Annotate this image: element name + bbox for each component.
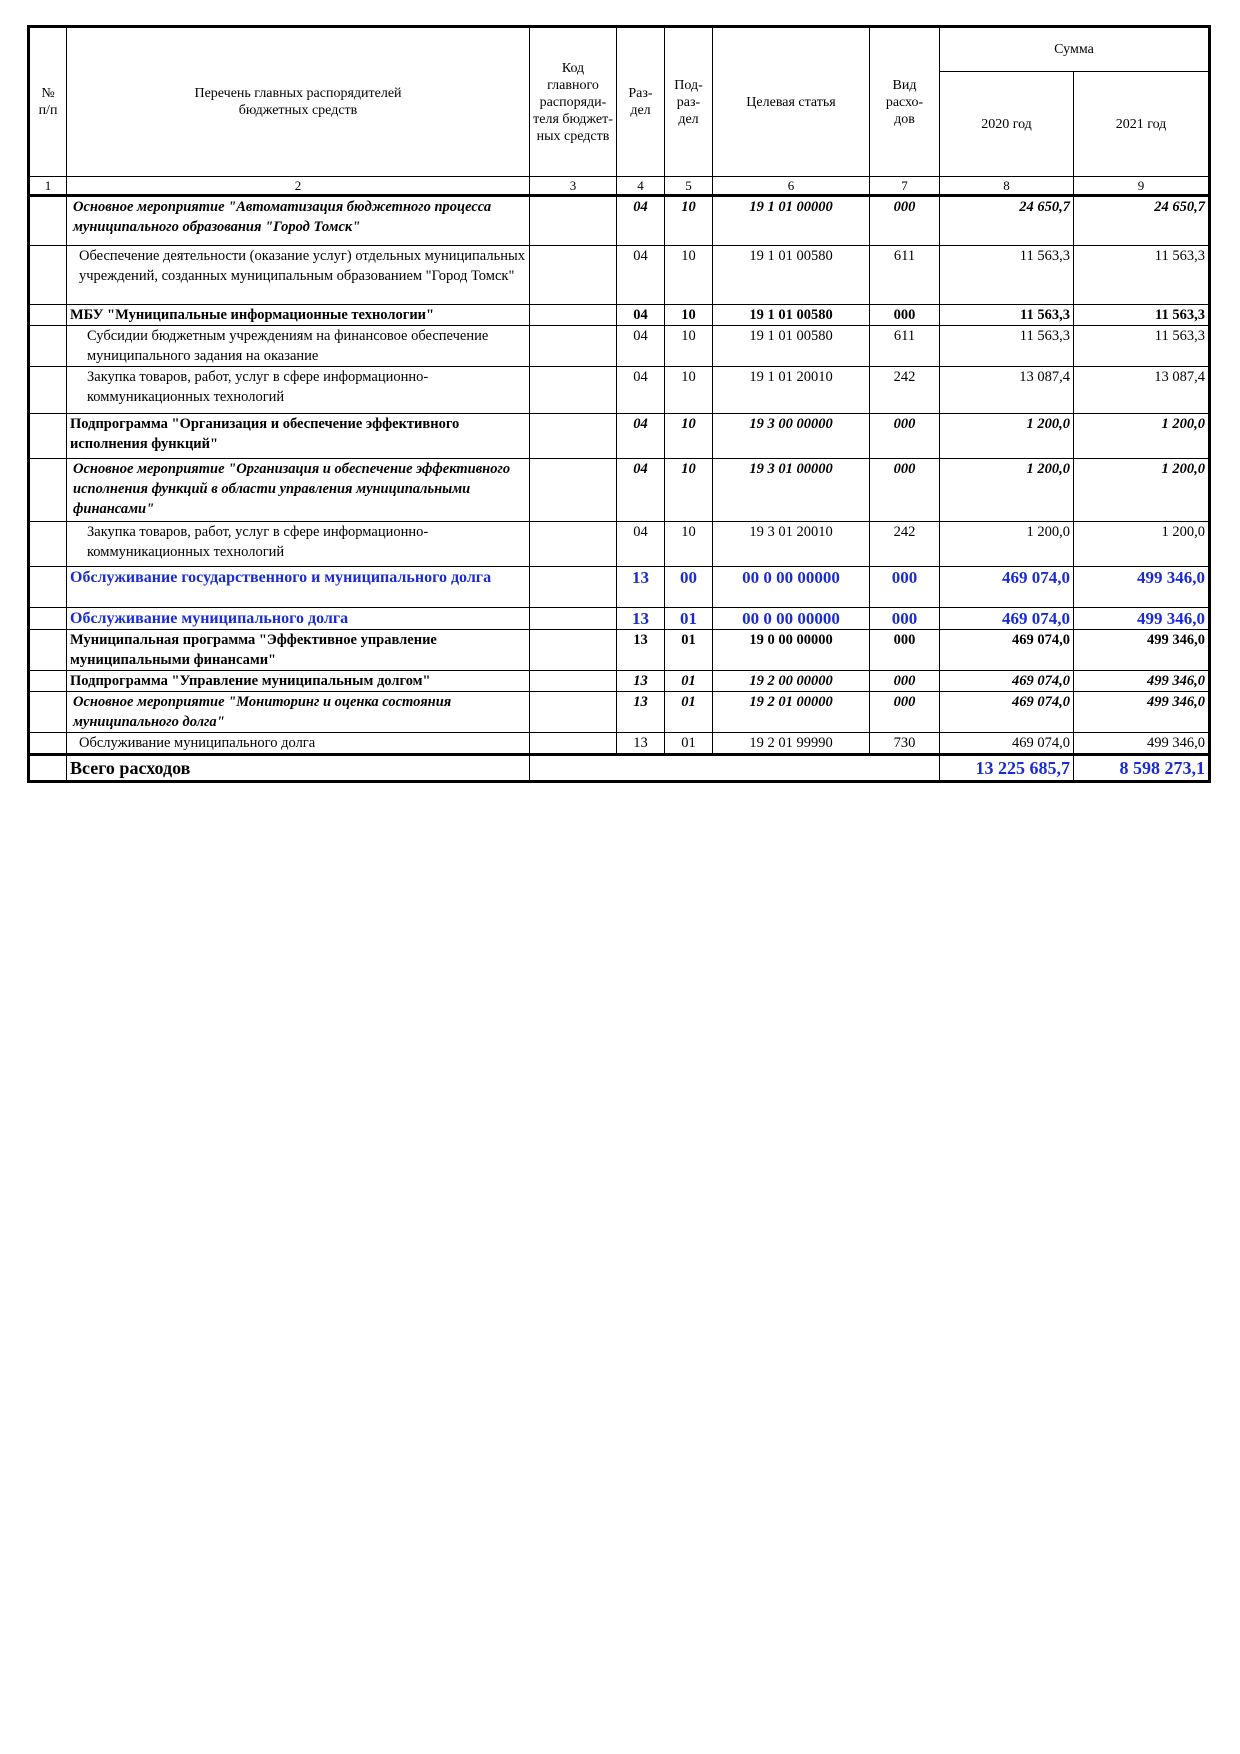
row-code <box>530 414 617 459</box>
row-2021: 499 346,0 <box>1074 671 1210 692</box>
row-num-cell <box>29 630 67 671</box>
header-code: Код главного распоряди- теля бюджет- ных средств <box>530 27 617 177</box>
table-row <box>29 733 1210 755</box>
row-target: 19 3 00 00000 <box>713 414 870 459</box>
header-num: № п/п <box>29 27 67 177</box>
table-row <box>29 246 1210 305</box>
total-2021: 8 598 273,1 <box>1074 755 1210 782</box>
row-2021: 11 563,3 <box>1074 246 1210 305</box>
row-section: 13 <box>617 671 665 692</box>
column-number: 1 <box>29 177 67 196</box>
row-2020: 11 563,3 <box>940 246 1074 305</box>
row-type: 000 <box>870 459 940 522</box>
table-row <box>29 459 1210 522</box>
row-target: 19 2 01 00000 <box>713 692 870 733</box>
row-target: 19 1 01 20010 <box>713 367 870 414</box>
row-name: Субсидии бюджетным учреждениям на финансовое обеспечение муниципального задания на оказание <box>67 326 530 367</box>
row-subsection: 10 <box>665 367 713 414</box>
row-subsection: 01 <box>665 733 713 755</box>
row-code <box>530 608 617 630</box>
row-code <box>530 326 617 367</box>
row-2021: 499 346,0 <box>1074 630 1210 671</box>
row-subsection: 10 <box>665 305 713 326</box>
column-number: 4 <box>617 177 665 196</box>
row-2020: 11 563,3 <box>940 326 1074 367</box>
row-num-cell <box>29 196 67 246</box>
total-row <box>29 755 1210 782</box>
table-row <box>29 608 1210 630</box>
row-type: 242 <box>870 367 940 414</box>
header-target: Целевая статья <box>713 27 870 177</box>
row-2020: 13 087,4 <box>940 367 1074 414</box>
column-number: 5 <box>665 177 713 196</box>
table-row <box>29 305 1210 326</box>
row-target: 19 3 01 00000 <box>713 459 870 522</box>
row-name: МБУ "Муниципальные информационные технологии" <box>67 305 530 326</box>
row-type: 611 <box>870 246 940 305</box>
table-row <box>29 326 1210 367</box>
row-code <box>530 671 617 692</box>
row-2020: 469 074,0 <box>940 671 1074 692</box>
row-section: 04 <box>617 326 665 367</box>
table-row <box>29 414 1210 459</box>
row-2021: 1 200,0 <box>1074 459 1210 522</box>
row-section: 04 <box>617 414 665 459</box>
row-type: 611 <box>870 326 940 367</box>
row-target: 00 0 00 00000 <box>713 567 870 608</box>
column-number: 9 <box>1074 177 1210 196</box>
row-type: 000 <box>870 414 940 459</box>
row-target: 19 1 01 00580 <box>713 246 870 305</box>
row-name: Муниципальная программа "Эффективное управление муниципальными финансами" <box>67 630 530 671</box>
row-type: 000 <box>870 567 940 608</box>
row-num-cell <box>29 608 67 630</box>
row-type: 730 <box>870 733 940 755</box>
row-num-cell <box>29 671 67 692</box>
row-section: 04 <box>617 459 665 522</box>
row-section: 13 <box>617 733 665 755</box>
header-expense-type: Вид расхо- дов <box>870 27 940 177</box>
header-sum: Сумма <box>940 27 1210 72</box>
row-type: 000 <box>870 630 940 671</box>
total-label: Всего расходов <box>67 755 530 782</box>
table-row <box>29 367 1210 414</box>
row-target: 19 2 00 00000 <box>713 671 870 692</box>
row-2021: 1 200,0 <box>1074 522 1210 567</box>
table-row <box>29 671 1210 692</box>
header-section: Раз- дел <box>617 27 665 177</box>
header-year-2021: 2021 год <box>1074 72 1210 177</box>
row-subsection: 10 <box>665 246 713 305</box>
row-code <box>530 567 617 608</box>
row-subsection: 10 <box>665 459 713 522</box>
row-subsection: 01 <box>665 630 713 671</box>
row-2021: 13 087,4 <box>1074 367 1210 414</box>
row-num-cell <box>29 414 67 459</box>
row-2021: 499 346,0 <box>1074 608 1210 630</box>
row-subsection: 10 <box>665 522 713 567</box>
row-2020: 469 074,0 <box>940 608 1074 630</box>
row-num-cell <box>29 692 67 733</box>
row-subsection: 10 <box>665 414 713 459</box>
column-number: 2 <box>67 177 530 196</box>
row-code <box>530 459 617 522</box>
row-section: 13 <box>617 567 665 608</box>
row-code <box>530 630 617 671</box>
row-target: 19 2 01 99990 <box>713 733 870 755</box>
row-name: Основное мероприятие "Организация и обеспечение эффективного исполнения функций в области управления муниципальными финансами" <box>67 459 530 522</box>
row-2020: 469 074,0 <box>940 630 1074 671</box>
column-number: 7 <box>870 177 940 196</box>
total-2020: 13 225 685,7 <box>940 755 1074 782</box>
table-row <box>29 692 1210 733</box>
row-num-cell <box>29 459 67 522</box>
header-subsection: Под- раз- дел <box>665 27 713 177</box>
total-num-cell <box>29 755 67 782</box>
row-subsection: 01 <box>665 608 713 630</box>
row-section: 04 <box>617 246 665 305</box>
row-2020: 11 563,3 <box>940 305 1074 326</box>
column-number-row <box>29 177 1210 196</box>
table-row <box>29 522 1210 567</box>
row-section: 04 <box>617 196 665 246</box>
row-section: 13 <box>617 630 665 671</box>
row-num-cell <box>29 733 67 755</box>
row-2021: 24 650,7 <box>1074 196 1210 246</box>
row-target: 19 1 01 00580 <box>713 326 870 367</box>
row-section: 13 <box>617 692 665 733</box>
table-row <box>29 630 1210 671</box>
row-code <box>530 522 617 567</box>
row-type: 000 <box>870 692 940 733</box>
row-name: Основное мероприятие "Мониторинг и оценка состояния муниципального долга" <box>67 692 530 733</box>
row-section: 04 <box>617 305 665 326</box>
row-2020: 469 074,0 <box>940 733 1074 755</box>
table-row <box>29 196 1210 246</box>
row-code <box>530 692 617 733</box>
row-name: Обслуживание муниципального долга <box>67 608 530 630</box>
row-2020: 1 200,0 <box>940 414 1074 459</box>
row-name: Обслуживание муниципального долга <box>67 733 530 755</box>
total-empty-cell <box>530 755 940 782</box>
row-name: Основное мероприятие "Автоматизация бюджетного процесса муниципального образования "Город Томск" <box>67 196 530 246</box>
column-number: 3 <box>530 177 617 196</box>
row-2021: 11 563,3 <box>1074 326 1210 367</box>
row-code <box>530 196 617 246</box>
row-type: 000 <box>870 305 940 326</box>
row-code <box>530 733 617 755</box>
row-subsection: 01 <box>665 692 713 733</box>
column-number: 6 <box>713 177 870 196</box>
row-2020: 1 200,0 <box>940 459 1074 522</box>
row-subsection: 01 <box>665 671 713 692</box>
table-row <box>29 567 1210 608</box>
row-code <box>530 305 617 326</box>
row-name: Подпрограмма "Организация и обеспечение эффективного исполнения функций" <box>67 414 530 459</box>
row-name: Обеспечение деятельности (оказание услуг) отдельных муниципальных учреждений, созданных муниципальным образованием "Город Томск" <box>67 246 530 305</box>
row-2021: 1 200,0 <box>1074 414 1210 459</box>
row-code <box>530 246 617 305</box>
row-subsection: 10 <box>665 196 713 246</box>
row-2020: 469 074,0 <box>940 692 1074 733</box>
row-2021: 499 346,0 <box>1074 692 1210 733</box>
budget-rows <box>29 196 1210 755</box>
row-2021: 11 563,3 <box>1074 305 1210 326</box>
row-subsection: 10 <box>665 326 713 367</box>
row-2021: 499 346,0 <box>1074 567 1210 608</box>
row-target: 19 1 01 00000 <box>713 196 870 246</box>
row-type: 000 <box>870 608 940 630</box>
row-subsection: 00 <box>665 567 713 608</box>
column-number: 8 <box>940 177 1074 196</box>
row-type: 000 <box>870 196 940 246</box>
row-name: Подпрограмма "Управление муниципальным долгом" <box>67 671 530 692</box>
header-name: Перечень главных распорядителей бюджетных средств <box>67 27 530 177</box>
row-name: Закупка товаров, работ, услуг в сфере информационно-коммуникационных технологий <box>67 367 530 414</box>
row-code <box>530 367 617 414</box>
row-section: 04 <box>617 522 665 567</box>
row-num-cell <box>29 567 67 608</box>
row-target: 19 1 01 00580 <box>713 305 870 326</box>
row-target: 00 0 00 00000 <box>713 608 870 630</box>
row-section: 13 <box>617 608 665 630</box>
row-2020: 24 650,7 <box>940 196 1074 246</box>
row-2020: 469 074,0 <box>940 567 1074 608</box>
budget-table <box>27 25 1211 783</box>
row-type: 242 <box>870 522 940 567</box>
row-2020: 1 200,0 <box>940 522 1074 567</box>
row-num-cell <box>29 326 67 367</box>
row-2021: 499 346,0 <box>1074 733 1210 755</box>
row-num-cell <box>29 522 67 567</box>
row-section: 04 <box>617 367 665 414</box>
header-year-2020: 2020 год <box>940 72 1074 177</box>
row-name: Обслуживание государственного и муниципального долга <box>67 567 530 608</box>
row-num-cell <box>29 305 67 326</box>
row-type: 000 <box>870 671 940 692</box>
row-num-cell <box>29 367 67 414</box>
row-target: 19 3 01 20010 <box>713 522 870 567</box>
row-name: Закупка товаров, работ, услуг в сфере информационно-коммуникационных технологий <box>67 522 530 567</box>
row-num-cell <box>29 246 67 305</box>
row-target: 19 0 00 00000 <box>713 630 870 671</box>
